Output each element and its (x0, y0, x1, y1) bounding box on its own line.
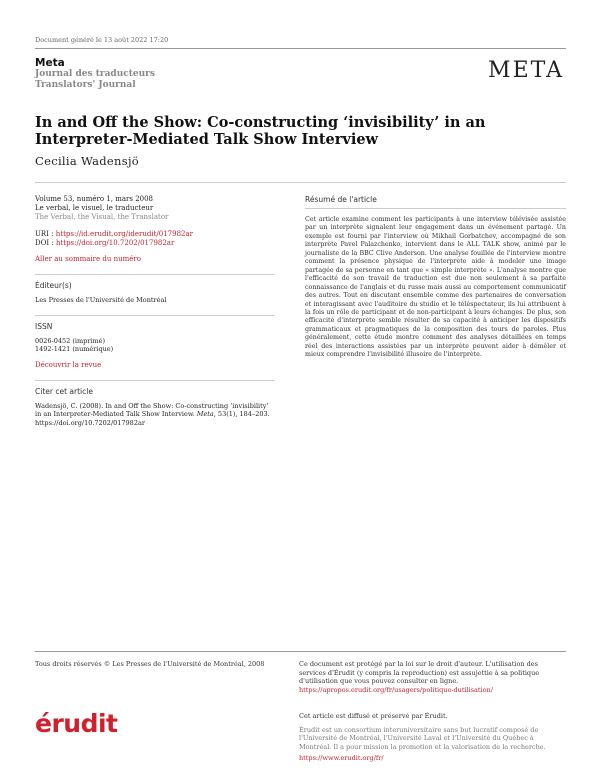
journal-block (35, 58, 155, 91)
uri-label: URI : (35, 230, 54, 238)
rights-statement: Tous droits réservés © Les Presses de l'Université de Montréal, 2008 (35, 660, 265, 668)
divider (35, 380, 275, 381)
issn-print: 0026-0452 (imprimé) (35, 336, 106, 345)
generation-date: Document généré le 13 août 2022 17:20 (35, 36, 169, 44)
journal-subtitle-en: Translators' Journal (35, 80, 136, 90)
uri-line (35, 230, 275, 239)
citation-heading: Citer cet article (35, 386, 93, 396)
erudit-link[interactable]: https://www.erudit.org/fr/ (299, 754, 384, 762)
citation-main: Wadensjö, C. (2008). In and Off the Show: Co-constructing ‘invisibility’ in an Interpreter-Mediated Talk Show Interview. (35, 401, 269, 418)
discover-journal-link[interactable]: Découvrir la revue (35, 360, 102, 369)
footer-divider (35, 651, 566, 652)
toc-link[interactable]: Aller au sommaire du numéro (35, 255, 141, 263)
diffusion-statement: Cet article est diffusé et préservé par Érudit. (299, 712, 448, 720)
copyright-notice-block (299, 660, 565, 694)
divider (35, 315, 275, 316)
citation-end: , 53(1), 184–203. https://doi.org/10.7202/017982ar (35, 410, 270, 427)
abstract-divider (305, 208, 566, 209)
consortium-statement: Érudit est un consortium interuniversitaire sans but lucratif composé de l'Université de Montréal, l'Université Laval et l'Université du Québec à Montréal. Il a pour mission la promotion et la valorisation de la recherche. (299, 725, 546, 751)
policy-link[interactable]: https://apropos.erudit.org/fr/usagers/politique-dutilisation/ (299, 685, 493, 694)
citation-journal: Meta (196, 410, 214, 418)
abstract-text: Cet article examine comment les participants à une interview télévisée assistée par un interprète signalent leur engagement dans un événement partagé. Un exemple est fourni par l'interview où Mikhail Gorbatchev, accompagné de son interprète Pavel Palazchenko, intervient dans le ALL TALK show, animé par le journaliste de la BBC Clive Anderson. Une analyse fouillée de l'interview montre comment la présence physique de l'interprète aide à modeler une image partagée de sa personne en tant que « simple interprète ». L'analyse montre que l'efficacité de son travail de traduction est due non seulement à sa parfaite connaissance de l'anglais et du russe mais aussi au comportement communicatif des autres. Tout en discutant ensemble comme des partenaires de conversation et interagissant avec l'auditoire du studio et le téléspectateur, ils lui attribuent à la fois un rôle de participant et de non-participant à leurs échanges. De plus, son efficacité d'interprète semble résulter de sa capacité à anticiper les dispositifs grammaticaux et pragmatiques de la composition des tours de paroles. Plus généralement, cette étude montre comment des analyses détaillées en temps réel des interactions assistées par un interprète peuvent aider à démêler et mieux comprendre l'invisibilité illusoire de l'interprète. (305, 216, 566, 359)
citation-text (35, 402, 275, 428)
uri-link[interactable]: https://id.erudit.org/iderudit/017982ar (55, 230, 193, 238)
doi-line (35, 239, 275, 248)
issn-heading: ISSN (35, 321, 53, 331)
doi-link[interactable]: https://doi.org/10.7202/017982ar (55, 239, 175, 247)
erudit-info-block (299, 712, 565, 763)
abstract-column (305, 195, 566, 360)
middle-divider (35, 182, 566, 183)
journal-name: Meta (35, 57, 65, 69)
divider (35, 274, 275, 275)
article-author: Cecilia Wadensjö (35, 154, 140, 168)
top-divider (35, 48, 566, 49)
issue-theme-fr: Le verbal, le visuel, le traducteur (35, 204, 154, 212)
article-info-column (35, 195, 275, 427)
issn-digital: 1492-1421 (numérique) (35, 345, 114, 353)
journal-subtitle-fr: Journal des traducteurs (35, 69, 155, 79)
meta-logo: META (488, 58, 564, 83)
abstract-heading: Résumé de l'article (305, 195, 377, 204)
copyright-notice: Ce document est protégé par la loi sur le droit d'auteur. L'utilisation des services d'Érudit (y compris la reproduction) est assujettie à sa politique d'utilisation que vous pouvez consulter en ligne. (299, 660, 540, 685)
publisher-name: Les Presses de l'Université de Montréal (35, 296, 167, 304)
issue-theme-en: The Verbal, the Visual, the Translator (35, 213, 169, 221)
doi-label: DOI : (35, 239, 54, 247)
issue-volume: Volume 53, numéro 1, mars 2008 (35, 195, 154, 203)
publisher-heading: Éditeur(s) (35, 281, 72, 290)
article-title: In and Off the Show: Co-constructing ‘invisibility’ in an Interpreter-Mediated Talk Show Interview (35, 114, 486, 148)
erudit-logo: érudit (35, 709, 118, 738)
